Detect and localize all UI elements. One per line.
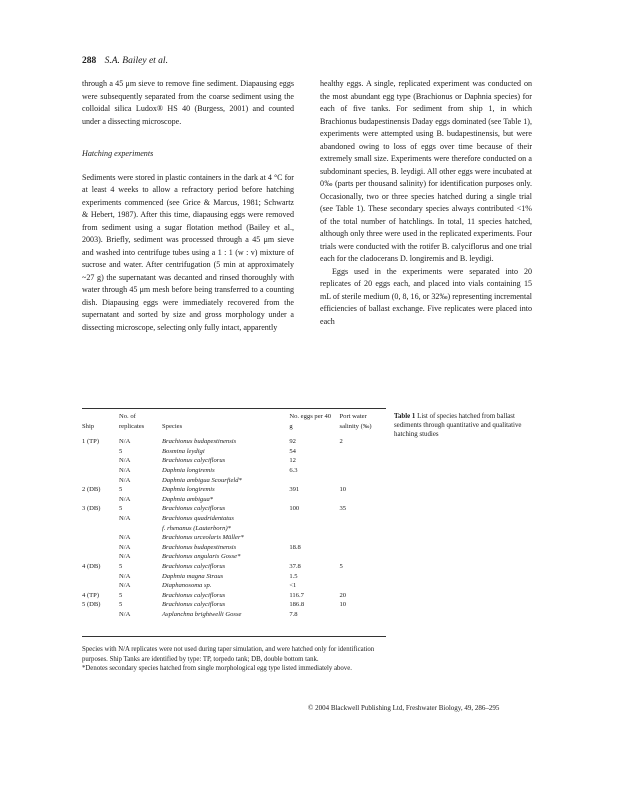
cell-salinity [336, 533, 387, 543]
cell-salinity [336, 447, 387, 457]
cell-eggs: <1 [289, 582, 297, 590]
table-note-1: Species with N/A replicates were not used during taper simulation, and were hatched only for identification purposes. Ship Tanks are identified by type: TP, torpedo tank; DB, double bottom tank. [82, 646, 375, 663]
table-caption [394, 412, 544, 440]
cell-ship: 4 (DB) [82, 562, 101, 570]
cell-ship [82, 456, 119, 466]
caption-label: Table 1 [394, 413, 416, 420]
cell-eggs: 37.8 [289, 562, 301, 570]
cell-ship: 2 (DB) [82, 486, 101, 494]
table-row [82, 562, 386, 572]
cell-replicates: N/A [118, 534, 131, 542]
cell-eggs: 100 [289, 505, 300, 513]
cell-eggs: 1.5 [289, 572, 298, 580]
cell-salinity [336, 514, 387, 524]
cell-ship: 1 (TP) [82, 438, 100, 446]
running-authors: S.A. Bailey et al. [104, 56, 168, 66]
cell-salinity: 20 [339, 591, 347, 599]
table-row [82, 466, 386, 476]
table-row [82, 552, 386, 562]
cell-ship [82, 610, 119, 620]
cell-species: Daphnia longiremis [162, 486, 215, 494]
cell-eggs: 6.3 [289, 466, 298, 474]
cell-ship [82, 524, 119, 534]
table-row [82, 524, 386, 534]
header-ship: Ship [82, 422, 95, 430]
cell-species: Brachionus budapestinensis [162, 438, 237, 446]
cell-eggs: 18.8 [289, 543, 301, 551]
cell-eggs: 116.7 [289, 591, 304, 599]
cell-eggs [289, 514, 335, 524]
header-replicates: No. of replicates [118, 413, 145, 430]
cell-replicates: 5 [118, 505, 123, 513]
cell-eggs: 92 [289, 438, 296, 446]
cell-eggs: 12 [289, 457, 296, 465]
cell-replicates: 5 [118, 486, 123, 494]
table-row [82, 485, 386, 495]
cell-ship: 3 (DB) [82, 505, 101, 513]
table-row [82, 514, 386, 524]
cell-replicates: N/A [118, 610, 131, 618]
cell-eggs [289, 476, 335, 486]
cell-salinity [336, 524, 387, 534]
left-paragraph-2: Sediments were stored in plastic containers in the dark at 4 °C for at least 4 weeks to allow a refractory period before hatching experiments commenced (see Grice & Marcus, 1981; Schwartz & Hebert, 1987). After this time, diapausing eggs were removed from sediment using a sugar flotation method (Bailey et al., 2003). Briefly, sediment was processed through a 45 μm sieve and washed into centrifuge tubes using a 1 : 1 (w : v) mixture of sucrose and water. After centrifugation (5 min at approximately ~27 g) the supernatant was decanted and rinsed thoroughly with water through 45 μm mesh before being transferred to a counting dish. Diapausing eggs were immediately recovered from the supernatant and sorted by size and gross morphology under a dissecting microscope, selecting only fully intact, apparently [82, 172, 294, 332]
cell-salinity [336, 572, 387, 582]
cell-salinity: 5 [339, 562, 343, 570]
cell-species: Daphnia ambigua* [162, 495, 214, 503]
cell-ship [82, 447, 119, 457]
cell-eggs [289, 552, 335, 562]
table-row [82, 591, 386, 601]
header-salinity: Port water salinity (‰) [339, 413, 372, 430]
cell-replicates: N/A [118, 582, 131, 590]
cell-species: Asplanchna brightwelli Gosse [162, 610, 242, 618]
table-row [82, 533, 386, 543]
table-row [82, 543, 386, 553]
table-row [82, 495, 386, 505]
cell-ship [82, 495, 119, 505]
header-species: Species [162, 422, 183, 430]
cell-species: Diaphanosoma sp. [162, 582, 212, 590]
table-row [82, 456, 386, 466]
cell-replicates: N/A [118, 438, 131, 446]
cell-replicates: 5 [118, 601, 123, 609]
table-row [82, 476, 386, 486]
cell-salinity: 10 [339, 601, 347, 609]
caption-text: List of species hatched from ballast sediments through quantitative and qualitative hatching studies [394, 413, 522, 439]
cell-salinity: 10 [339, 486, 347, 494]
cell-salinity [336, 581, 387, 591]
cell-replicates: N/A [118, 457, 131, 465]
table-row [82, 504, 386, 514]
cell-species: Brachionus calyciflorus [162, 457, 226, 465]
cell-salinity: 35 [339, 505, 347, 513]
cell-replicates: N/A [118, 514, 131, 522]
cell-salinity [336, 476, 387, 486]
cell-replicates [119, 524, 162, 534]
cell-replicates: N/A [118, 543, 131, 551]
cell-replicates: N/A [118, 476, 131, 484]
cell-species: Brachionus calyciflorus [162, 562, 226, 570]
cell-salinity [336, 552, 387, 562]
cell-salinity [336, 610, 387, 620]
table-row [82, 572, 386, 582]
species-table [82, 412, 386, 619]
table-row [82, 581, 386, 591]
cell-replicates: 5 [118, 447, 123, 455]
cell-species: Brachionus angularis Gosse* [162, 553, 241, 561]
cell-salinity [336, 466, 387, 476]
cell-eggs [289, 524, 335, 534]
table-bottom-rule [82, 636, 386, 637]
header-eggs: No. eggs per 40 g [289, 413, 332, 430]
cell-eggs: 7.8 [289, 610, 298, 618]
cell-replicates: N/A [118, 466, 131, 474]
right-paragraph-1: healthy eggs. A single, replicated experiment was conducted on the most abundant egg type (Brachionus or Daphnia species) for each of five tanks. For sediment from ship 1, in which Brachionus budapestinensis Daday eggs dominated (see Table 1), experiments were attempted using B. budapestinensis, but were abandoned owing to loss of eggs over time because of their extremely small size. Experiments were therefore conducted on a subdominant species, B. leydigi. All other eggs were incubated at 0‰ (parts per thousand salinity) for identification purposes only. Occasionally, two or three species hatched during a single trial (see Table 1). These secondary species always contributed <1% of the total number of hatchlings. In total, 11 species hatched, although only three were used in the replicated experiments. Four trials were conducted with the rotifer B. calyciflorus and one trial each for the cladocerans D. longiremis and B. leydigi. [320, 79, 532, 263]
table-note-2: *Denotes secondary species hatched from single morphological egg type listed immediately above. [82, 665, 352, 673]
cell-species: Brachionus budapestinensis [162, 543, 237, 551]
cell-salinity [336, 456, 387, 466]
cell-eggs [289, 533, 335, 543]
cell-ship [82, 581, 119, 591]
cell-replicates: N/A [118, 553, 131, 561]
cell-ship: 4 (TP) [82, 591, 100, 599]
cell-ship [82, 572, 119, 582]
table-body [82, 434, 386, 619]
right-column [320, 78, 532, 328]
cell-replicates: 5 [118, 591, 123, 599]
cell-replicates: 5 [118, 562, 123, 570]
cell-replicates: N/A [118, 495, 131, 503]
cell-replicates: N/A [118, 572, 131, 580]
section-heading: Hatching experiments [82, 149, 154, 158]
cell-species: Bosmina leydigi [162, 447, 205, 455]
cell-ship [82, 514, 119, 524]
left-paragraph-1: through a 45 μm sieve to remove fine sediment. Diapausing eggs were subsequently separated from the coarse sediment using the colloidal silica Ludox® HS 40 (Burgess, 2001) and counted under a dissecting microscope. [82, 79, 294, 126]
cell-eggs: 186.8 [289, 601, 305, 609]
table-row [82, 600, 386, 610]
table-header-row [82, 412, 386, 434]
cell-salinity: 2 [339, 438, 343, 446]
cell-species: f. rhenanus (Lauterborn)* [162, 524, 231, 532]
cell-eggs [289, 495, 335, 505]
right-paragraph-2: Eggs used in the experiments were separated into 20 replicates of 20 eggs each, and placed into vials containing 15 mL of sterile medium (0, 8, 16, or 32‰) representing incremental efficiencies of ballast exchange. Five replicates were placed into each [320, 266, 532, 326]
table-row [82, 434, 386, 447]
table-top-rule [82, 408, 386, 409]
left-column [82, 78, 294, 334]
running-header [82, 56, 168, 66]
cell-species: Daphnia longiremis [162, 466, 215, 474]
cell-species: Daphnia ambigua Scourfield* [162, 476, 242, 484]
table-row [82, 447, 386, 457]
cell-ship: 5 (DB) [82, 601, 101, 609]
cell-salinity [336, 495, 387, 505]
cell-eggs: 54 [289, 447, 296, 455]
cell-species: Brachionus calyciflorus [162, 505, 226, 513]
cell-ship [82, 543, 119, 553]
cell-salinity [336, 543, 387, 553]
cell-species: Daphnia magna Straus [162, 572, 224, 580]
cell-species: Brachionus quadridentatus [162, 514, 234, 522]
cell-eggs: 391 [289, 486, 300, 494]
copyright-footer: © 2004 Blackwell Publishing Ltd, Freshwater Biology, 49, 286–295 [308, 704, 500, 712]
cell-ship [82, 552, 119, 562]
cell-species: Brachionus calyciflorus [162, 591, 226, 599]
table-notes [82, 645, 386, 674]
cell-ship [82, 476, 119, 486]
cell-ship [82, 466, 119, 476]
table-row [82, 610, 386, 620]
cell-species: Brachionus calyciflorus [162, 601, 226, 609]
page-number: 288 [82, 56, 97, 66]
cell-ship [82, 533, 119, 543]
cell-species: Brachionus urceolaris Müller* [162, 534, 244, 542]
